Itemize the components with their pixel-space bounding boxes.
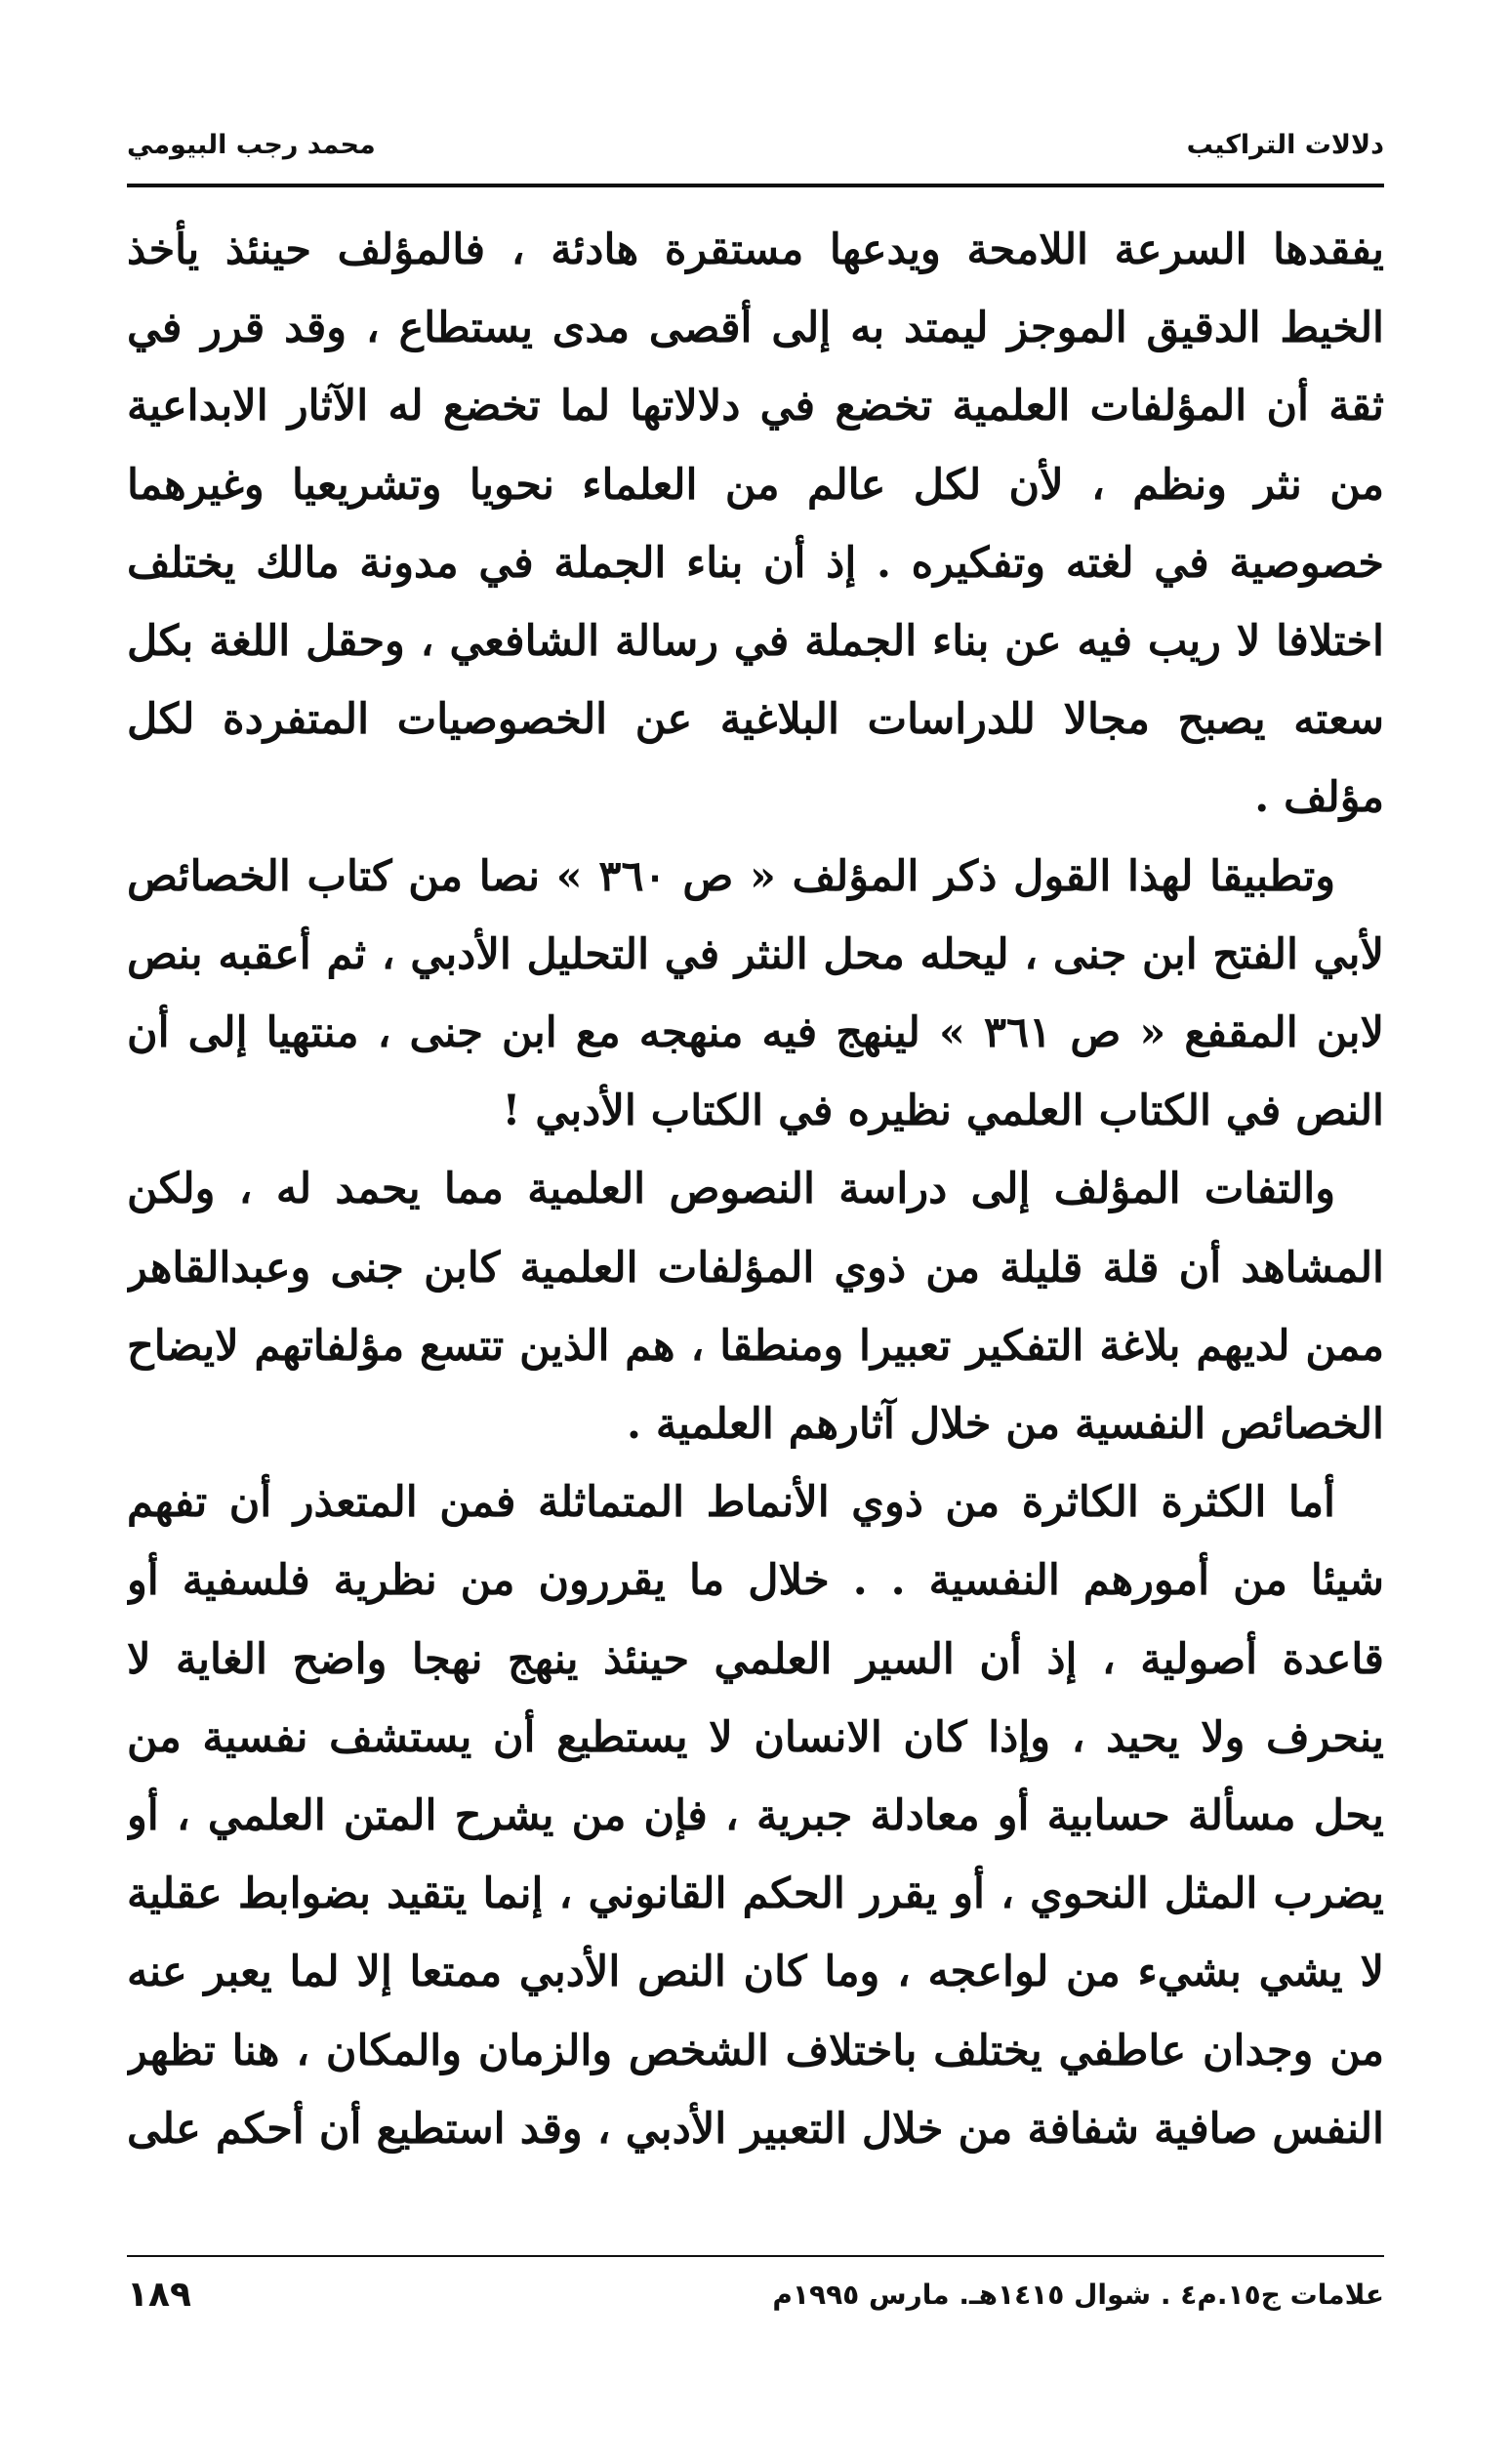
body-text [127, 211, 1384, 2173]
journal-info: علامات ج١٥.م٤ . شوال ١٤١٥هـ. مارس ١٩٩٥م [772, 2278, 1384, 2311]
paragraph-1: يفقدها السرعة اللامحة ويدعها مستقرة هادئة ، فالمؤلف حينئذ يأخذ الخيط الدقيق الموجز ليمتد به إلى أقصى مدى يستطاع ، وقد قرر في ثقة أن المؤلفات العلمية تخضع في دلالاتها لما تخضع له الآثار الابداعية من نثر ونظم ، لأن لكل عالم من العلماء نحويا وتشريعيا وغيرهما خصوصية في لغته وتفكيره . إذ أن بناء الجملة في مدونة مالك يختلف اختلافا لا ريب فيه عن بناء الجملة في رسالة الشافعي ، وحقل اللغة بكل سعته يصبح مجالا للدراسات البلاغية عن الخصوصيات المتفردة لكل مؤلف . [127, 226, 1384, 823]
section-title: دلالات التراكيب [1186, 129, 1384, 160]
header-rule [127, 184, 1384, 187]
paragraph-4: أما الكثرة الكاثرة من ذوي الأنماط المتماثلة فمن المتعذر أن تفهم شيئا من أمورهم النفسية . . خلال ما يقررون من نظرية فلسفية أو قاعدة أصولية ، إذ أن السير العلمي حينئذ ينهج نهجا واضح الغاية لا ينحرف ولا يحيد ، وإذا كان الانسان لا يستطيع أن يستشف نفسية من يحل مسألة حسابية أو معادلة جبرية ، فإن من يشرح المتن العلمي ، أو يضرب المثل النحوي ، أو يقرر الحكم القانوني ، إنما يتقيد بضوابط عقلية لا يشي بشيء من لواعجه ، وما كان النص الأدبي ممتعا إلا لما يعبر عنه من وجدان عاطفي يختلف باختلاف الشخص والزمان والمكان ، هنا تظهر النفس صافية شفافة من خلال التعبير الأدبي ، وقد استطيع أن أحكم على [127, 1478, 1384, 2154]
running-header [127, 115, 1384, 174]
page-number: ١٨٩ [127, 2274, 191, 2315]
paragraph-2: وتطبيقا لهذا القول ذكر المؤلف « ص ٣٦٠ » نصا من كتاب الخصائص لأبي الفتح ابن جنى ، ليحله محل النثر في التحليل الأدبي ، ثم أعقبه بنص لابن المقفع « ص ٣٦١ » لينهج فيه منهجه مع ابن جنى ، منتهيا إلى أن النص في الكتاب العلمي نظيره في الكتاب الأدبي ! [127, 851, 1384, 1136]
running-footer [127, 2267, 1384, 2321]
paragraph-3: والتفات المؤلف إلى دراسة النصوص العلمية مما يحمد له ، ولكن المشاهد أن قلة قليلة من ذوي المؤلفات العلمية كابن جنى وعبدالقاهر ممن لديهم بلاغة التفكير تعبيرا ومنطقا ، هم الذين تتسع مؤلفاتهم لايضاح الخصائص النفسية من خلال آثارهم العلمية . [127, 1165, 1384, 1450]
footer-rule [127, 2255, 1384, 2257]
author-name: محمد رجب البيومي [127, 129, 376, 160]
